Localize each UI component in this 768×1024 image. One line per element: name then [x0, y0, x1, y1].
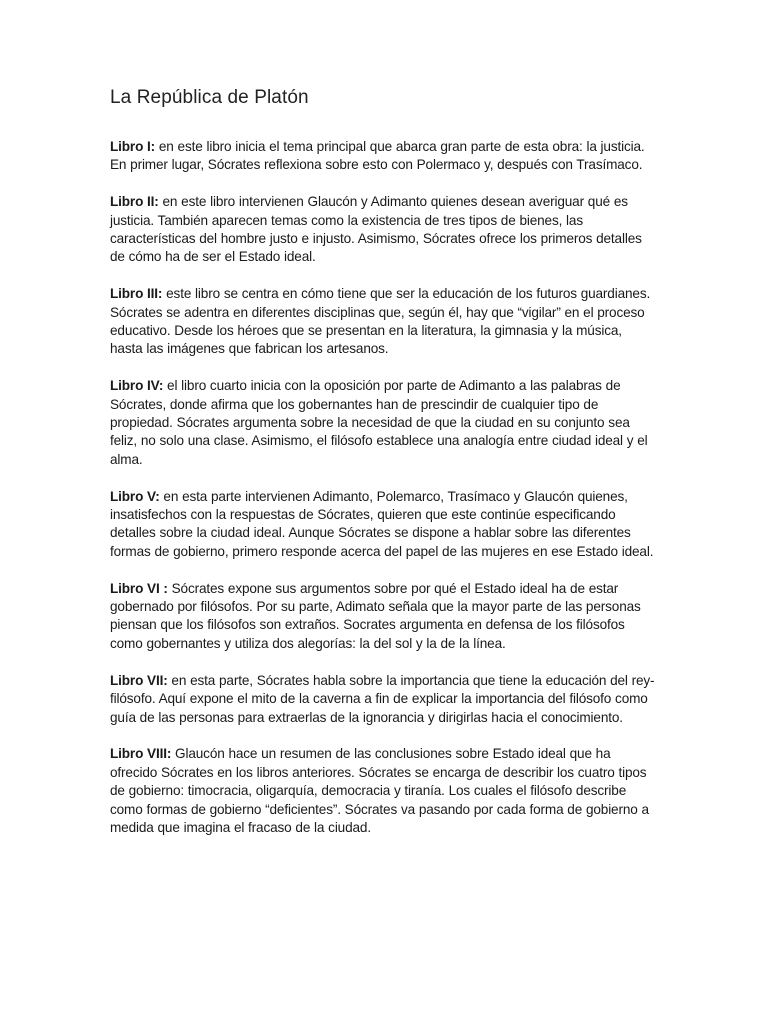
book-label: Libro V: — [110, 488, 160, 504]
book-text: Glaucón hace un resumen de las conclusiones sobre Estado ideal que ha ofrecido Sócrates en los libros anteriores. Sócrates se encarga de describir los cuatro tipos de gobierno: timocracia, oligarquía, democracia y tiranía. Los cuales el filósofo describe como formas de gobierno “deficientes”. Sócrates va pasando por cada forma de gobierno a medida que imagina el fracaso de la ciudad. — [110, 746, 649, 835]
book-section-6 — [110, 580, 656, 654]
book-text: en este libro inicia el tema principal que abarca gran parte de esta obra: la justicia. En primer lugar, Sócrates reflexiona sobre esto con Polermaco y, después con Trasímaco. — [110, 139, 645, 173]
book-section-3 — [110, 285, 656, 359]
book-label: Libro VII: — [110, 672, 168, 688]
book-label: Libro II: — [110, 194, 159, 210]
document-page — [110, 86, 656, 856]
book-text: en este libro intervienen Glaucón y Adimanto quienes desean averiguar qué es justicia. También aparecen temas como la existencia de tres tipos de bienes, las características del hombre justo e injusto. Asimismo, Sócrates ofrece los primeros detalles de cómo ha de ser el Estado ideal. — [110, 194, 642, 265]
book-label: Libro IV: — [110, 378, 164, 394]
book-label: Libro III: — [110, 286, 163, 302]
book-section-7 — [110, 672, 656, 727]
book-section-4 — [110, 377, 656, 469]
book-section-5 — [110, 488, 656, 562]
book-section-8 — [110, 745, 656, 837]
book-text: en esta parte intervienen Adimanto, Polemarco, Trasímaco y Glaucón quienes, insatisfechos con la respuestas de Sócrates, quieren que este continúe especificando detalles sobre la ciudad ideal. Aunque Sócrates se dispone a hablar sobre las diferentes formas de gobierno, primero responde acerca del papel de las mujeres en ese Estado ideal. — [110, 488, 654, 559]
book-text: este libro se centra en cómo tiene que ser la educación de los futuros guardianes. Sócrates se adentra en diferentes disciplinas que, según él, hay que “vigilar” en el proceso educativo. Desde los héroes que se presentan en la literatura, la gimnasia y la música, hasta las imágenes que fabrican los artesanos. — [110, 286, 651, 357]
book-text: el libro cuarto inicia con la oposición por parte de Adimanto a las palabras de Sócrates, donde afirma que los gobernantes han de prescindir de cualquier tipo de propiedad. Sócrates argumenta sobre la necesidad de que la ciudad en su conjunto sea feliz, no solo una clase. Asimismo, el filósofo establece una analogía entre ciudad ideal y el alma. — [110, 378, 648, 467]
book-text: Sócrates expone sus argumentos sobre por qué el Estado ideal ha de estar gobernado por filósofos. Por su parte, Adimato señala que la mayor parte de las personas piensan que los filósofos son extraños. Socrates argumenta en defensa de los filósofos como gobernantes y utiliza dos alegorías: la del sol y la de la línea. — [110, 580, 641, 651]
document-title: La República de Platón — [110, 87, 309, 108]
book-label: Libro VIII: — [110, 746, 172, 762]
book-section-2 — [110, 193, 656, 267]
book-text: en esta parte, Sócrates habla sobre la importancia que tiene la educación del rey-filósofo. Aquí expone el mito de la caverna a fin de explicar la importancia del filósofo como guía de las personas para extraerlas de la ignorancia y dirigirlas hacia el conocimiento. — [110, 672, 655, 725]
book-section-1 — [110, 138, 656, 175]
book-label: Libro I: — [110, 139, 156, 154]
book-label: Libro VI : — [110, 580, 168, 596]
